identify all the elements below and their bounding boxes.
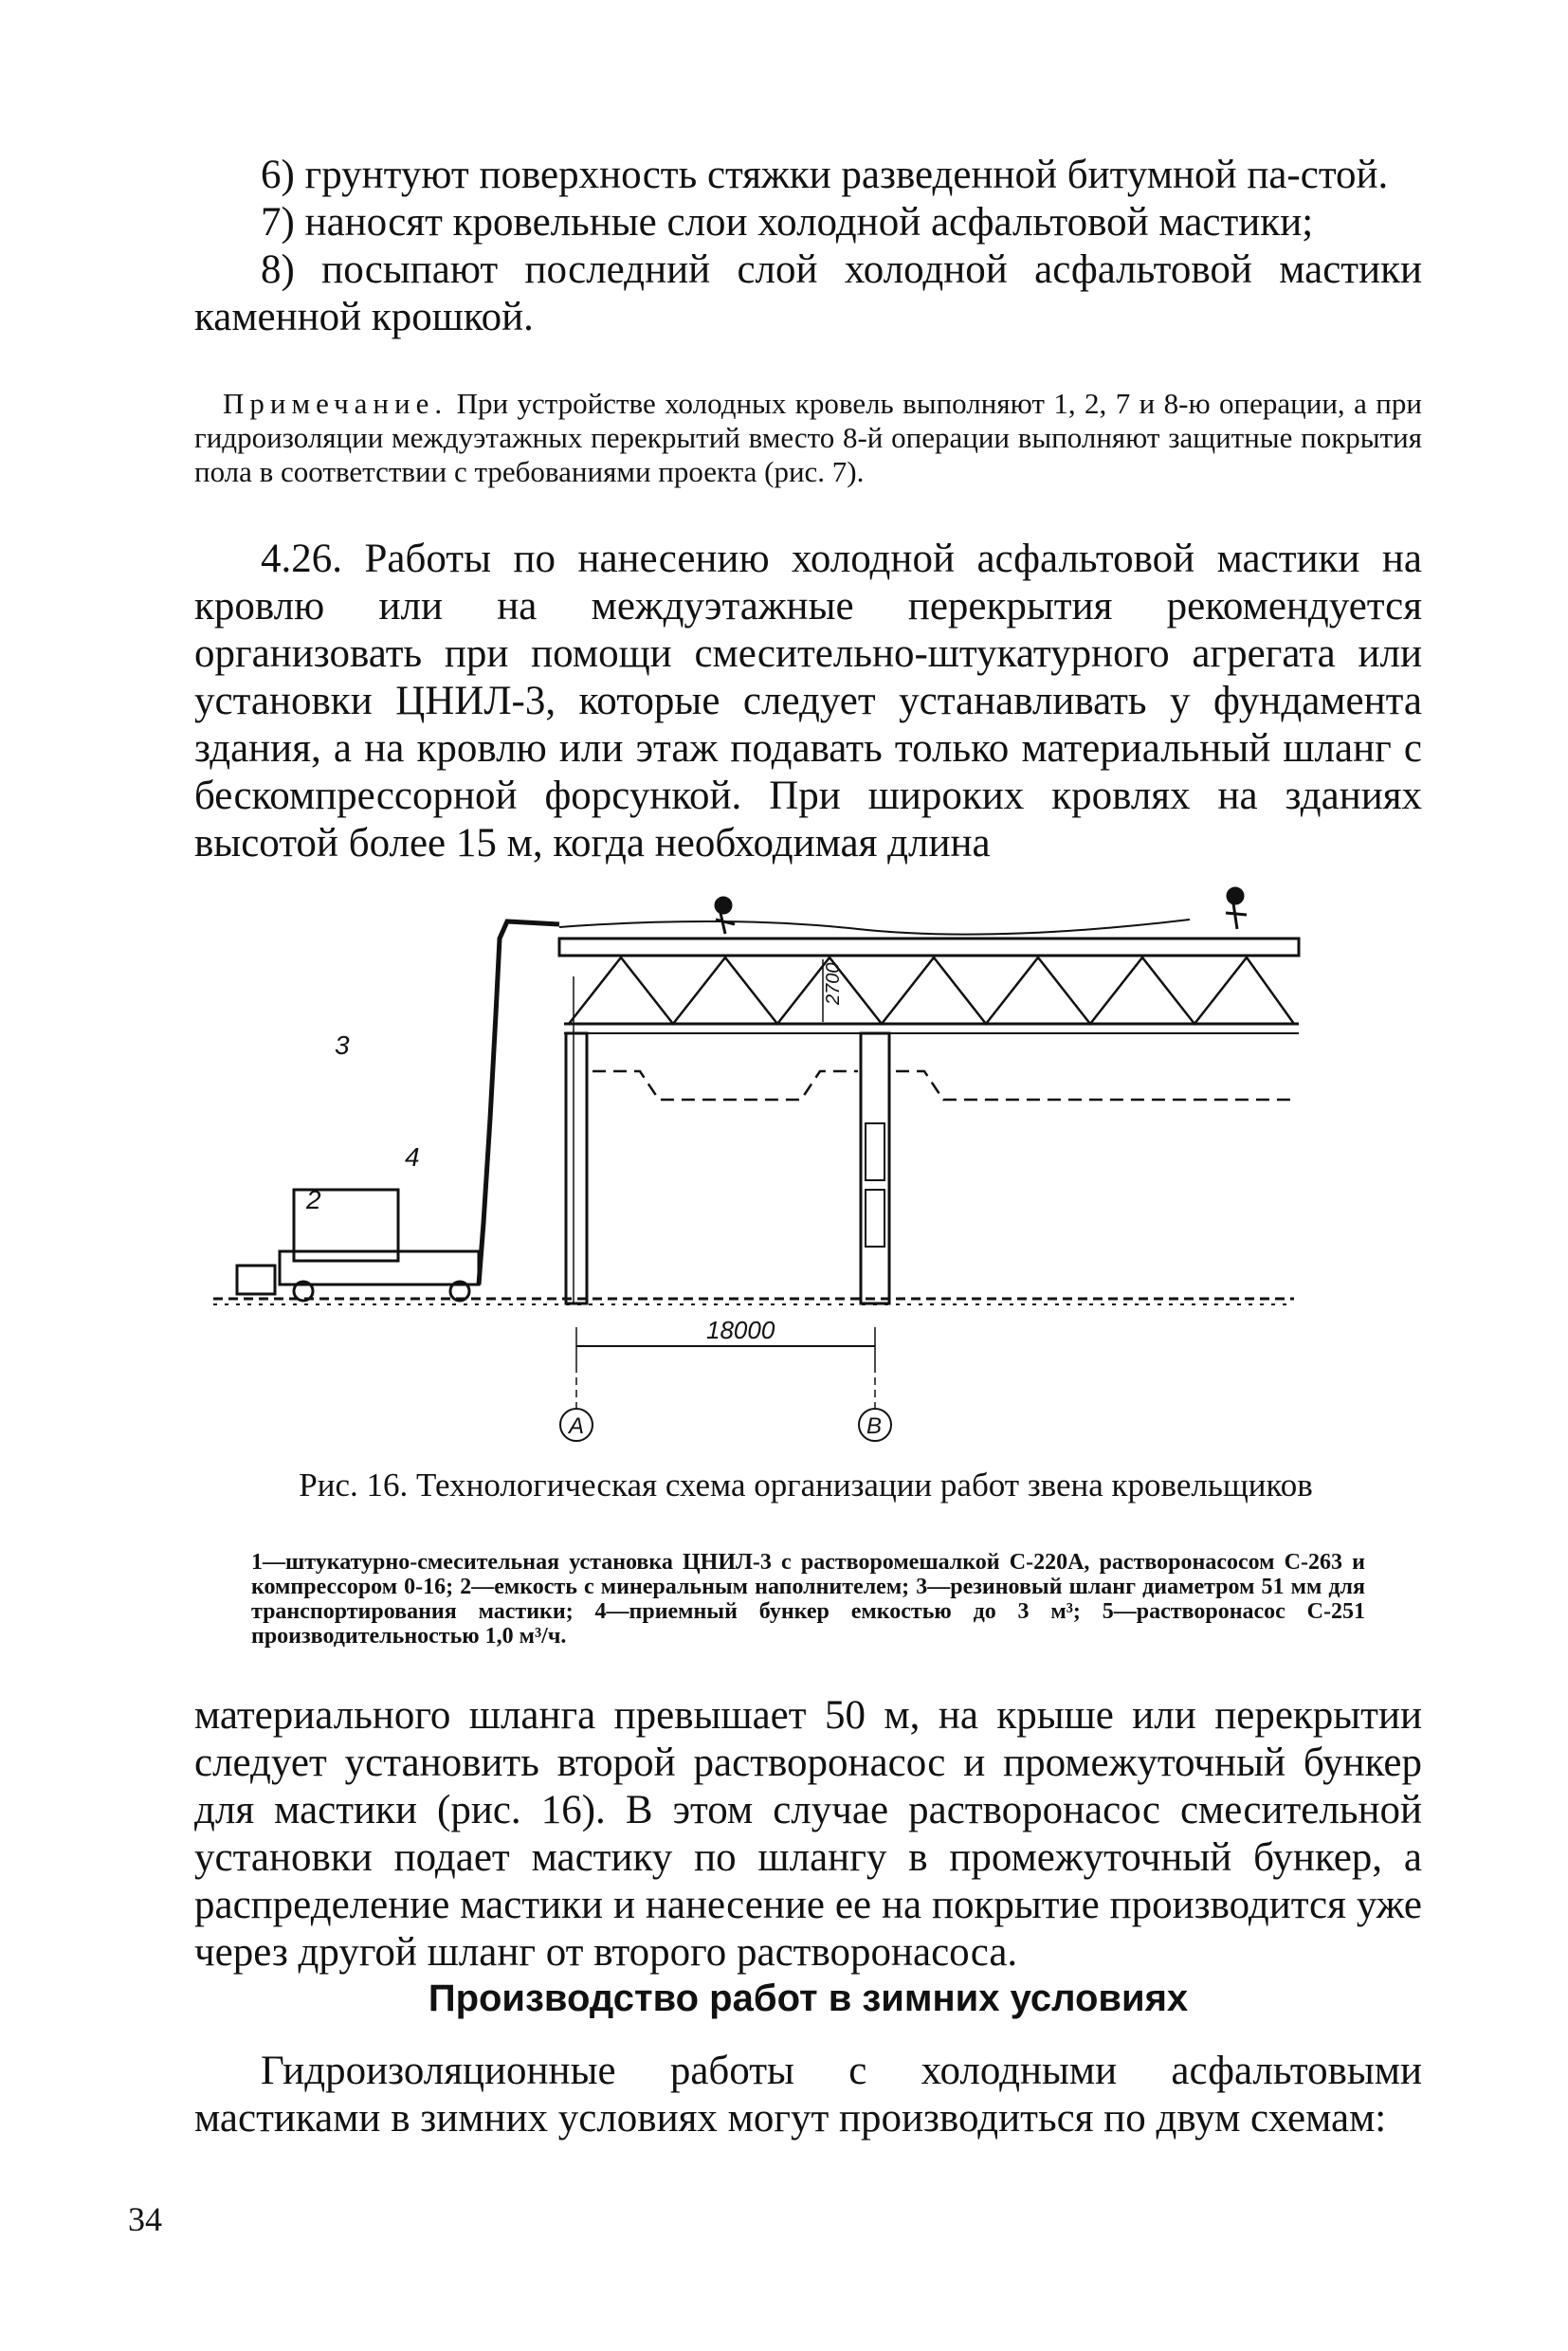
figure-caption-legend: 1—штукатурно-смесительная установка ЦНИЛ-3 с растворомешалкой С-220А, растворонасосом С-263 и компрессором 0-16; 2—емкость с минеральным наполнителем; 3—резиновый шланг диаметром 51 мм для транспортирования мастики; 4—приемный бункер емкостью до 3 м³; 5—растворонасос С-251 производительностью 1,0 м³/ч. bbox=[251, 1550, 1365, 1649]
truss-diagonals bbox=[569, 957, 1294, 1024]
filler-container bbox=[237, 1266, 275, 1294]
roof-slab bbox=[559, 939, 1299, 956]
note-label: Примечание. bbox=[223, 387, 448, 420]
list-items bbox=[194, 152, 1422, 341]
winter-block bbox=[194, 2048, 1422, 2142]
column-a bbox=[566, 1033, 587, 1303]
technological-scheme-figure bbox=[194, 882, 1422, 1450]
callout-3: 3 bbox=[335, 1030, 350, 1060]
section-paragraph bbox=[194, 536, 1422, 867]
section-4-26 bbox=[194, 536, 1422, 867]
continuation-block bbox=[194, 1692, 1422, 1977]
section-heading: Производство работ в зимних условиях bbox=[428, 1977, 1189, 2019]
item-8: 8) посыпают последний слой холодной асфальтовой мастики каменной крошкой. bbox=[194, 247, 1422, 339]
item-6: 6) грунтуют поверхность стяжки разведенной битумной па-стой. bbox=[261, 153, 1389, 197]
figure-caption-title: Рис. 16. Технологическая схема организации работ звена кровельщиков bbox=[299, 1467, 1313, 1504]
note-paragraph bbox=[194, 387, 1422, 489]
note-block bbox=[194, 387, 1422, 489]
continuation-paragraph: материального шланга превышает 50 м, на крыше или перекрытии следует установить второй растворонасос и промежуточный бункер для мастики (рис. 16). В этом случае растворонасос смесительной установки подает мастику по шлангу в промежуточный бункер, а распределение мастики и нанесение ее на покрытие производится уже через другой шланг от второго растворонасоса. bbox=[194, 1693, 1422, 1975]
winter-paragraph: Гидроизоляционные работы с холодными асфальтовыми мастиками в зимних условиях могут производиться по двум схемам: bbox=[194, 2049, 1422, 2141]
page-number: 34 bbox=[128, 2200, 162, 2238]
note-text: При устройстве холодных кровель выполняют 1, 2, 7 и 8-ю операции, а при гидроизоляции междуэтажных перекрытий вместо 8-й операции выполняют защитные покрытия пола в соответствии с требованиями проекта (рис. 7). bbox=[194, 387, 1422, 488]
callout-2: 2 bbox=[306, 1185, 321, 1214]
section-number: 4.26. bbox=[261, 537, 342, 581]
axis-a-label: А bbox=[569, 1413, 585, 1439]
rubber-hose bbox=[479, 921, 559, 1285]
dimension-height-label: 2700 bbox=[823, 962, 844, 1005]
item-7: 7) наносят кровельные слои холодной асфальтовой мастики; bbox=[261, 200, 1314, 245]
dimension-span-label: 18000 bbox=[706, 1316, 775, 1344]
axis-b-label: В bbox=[866, 1413, 883, 1439]
section-text: Работы по нанесению холодной асфальтовой мастики на кровлю или на междуэтажные перекрытия рекомендуется организовать при помощи смесительно-штукатурного агрегата или установки ЦНИЛ-3, которые следует устанавливать у фундамента здания, а на кровлю или этаж подавать только материальный шланг с бескомпрессорной форсункой. При широких кровлях на зданиях высотой более 15 м, когда необходимая длина bbox=[194, 537, 1422, 866]
callout-4: 4 bbox=[405, 1142, 420, 1172]
